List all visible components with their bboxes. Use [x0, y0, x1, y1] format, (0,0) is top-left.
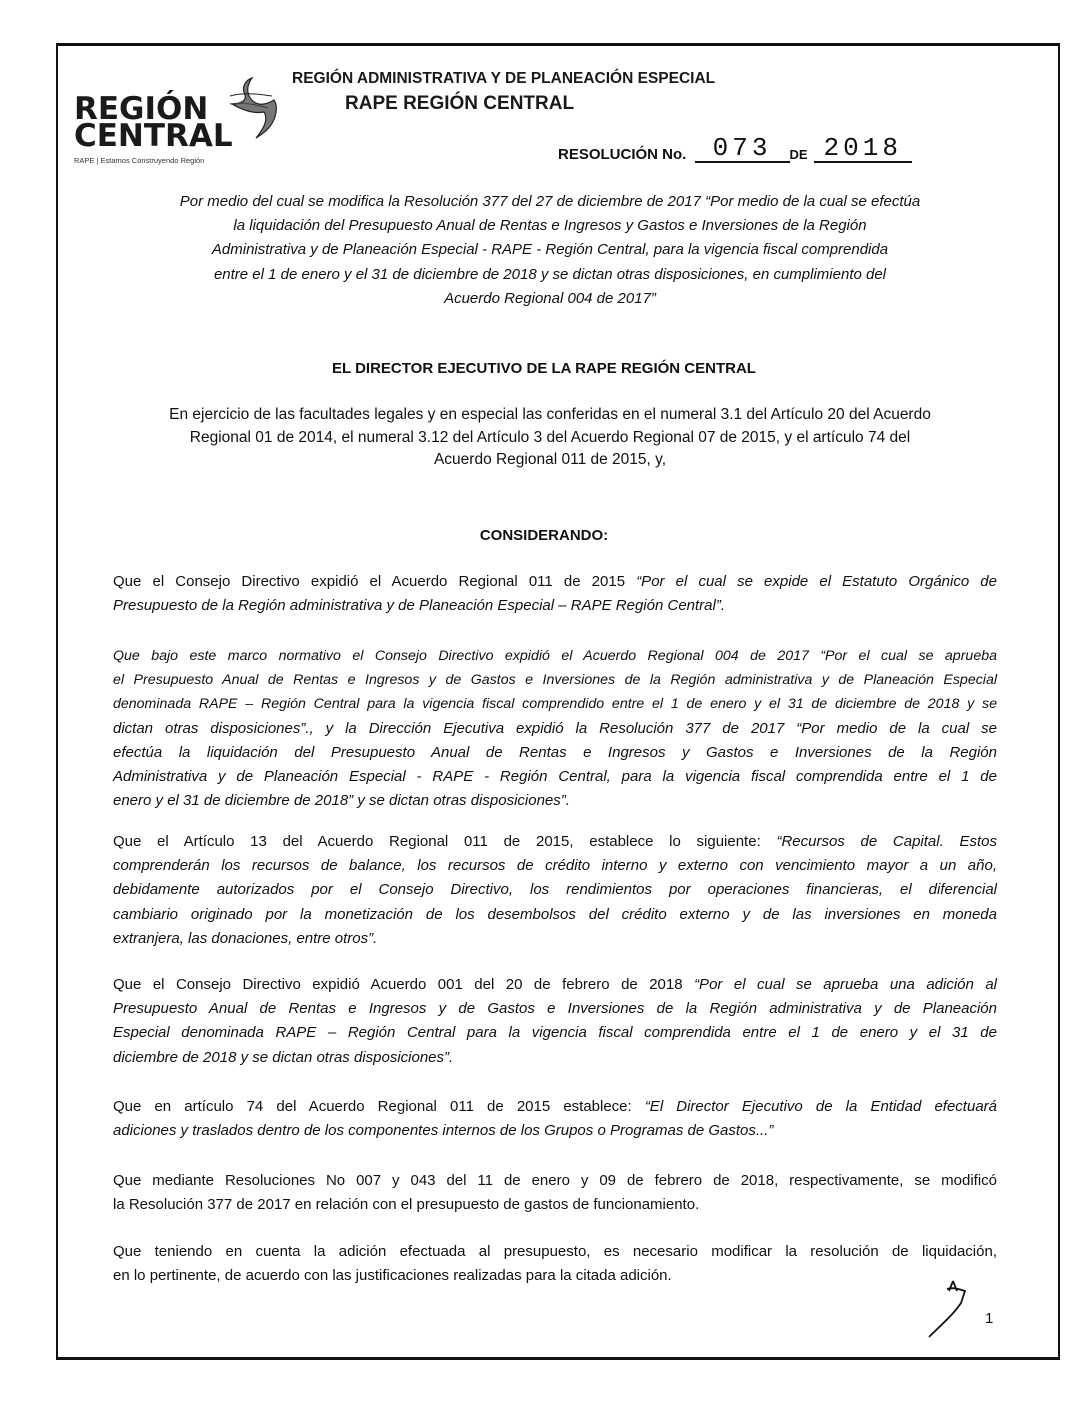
- considerando-paragraph-3: [113, 830, 997, 951]
- subject-line: Acuerdo Regional 004 de 2017”: [444, 289, 656, 307]
- subject-line: la liquidación del Presupuesto Anual de Rentas e Ingresos y Gastos e Inversiones de la Región: [233, 217, 867, 235]
- text-quote: enero y el 31 de diciembre de 2018” y se dictan otras disposiciones”.: [113, 792, 570, 810]
- considerando-paragraph-4: [113, 973, 997, 1070]
- powers-line: En ejercicio de las facultades legales y en especial las conferidas en el numeral 3.1 del Artículo 20 del Acuerdo: [169, 406, 931, 423]
- text-quote: Presupuesto de la Región administrativa y de Planeación Especial – RAPE Región Central”.: [113, 597, 726, 615]
- subject-line: Por medio del cual se modifica la Resolución 377 del 27 de diciembre de 2017 “Por medio de la cual se efectúa: [179, 193, 921, 210]
- text-quote: denominada RAPE – Región Central para la vigencia fiscal comprendido entre el 1 de enero y el 31 de diciembre de 2018 y se: [113, 696, 997, 713]
- text-quote: “Por el cual se expide el Estatuto Orgánico de: [636, 573, 997, 590]
- text-quote: extranjera, las donaciones, entre otros”.: [113, 929, 378, 947]
- organization-name: REGIÓN ADMINISTRATIVA Y DE PLANEACIÓN ESPECIAL: [292, 70, 716, 87]
- text-quote: “Por el cual se aprueba una adición al: [694, 976, 997, 993]
- powers-line: Regional 01 de 2014, el numeral 3.12 del Artículo 3 del Acuerdo Regional 07 de 2015, y el artículo 74 del: [189, 428, 911, 446]
- text-quote: adiciones y traslados dentro de los componentes internos de los Grupos o Programas de Gastos...”: [113, 1122, 774, 1140]
- initials-signature-icon: [925, 1275, 985, 1345]
- text-quote: dictan otras disposiciones”., y la Dirección Ejecutiva expidió la Resolución 377 de 2017 “Por medio de la cual se: [113, 719, 997, 737]
- logo-word-region: REGIÓN: [74, 91, 209, 127]
- resolution-de-label: DE: [789, 147, 808, 162]
- text-normal: Que mediante Resoluciones No 007 y 043 del 11 de enero y 09 de febrero de 2018, respectivamente, se modificó: [113, 1172, 997, 1189]
- considerando-paragraph-2: [113, 644, 997, 813]
- considerando-paragraph-5: [113, 1095, 997, 1143]
- resolution-subject: [110, 190, 990, 311]
- text-quote: Que bajo este marco normativo el Consejo Directivo expidió el Acuerdo Regional 004 de 2017 “Por el cual se aprueba: [113, 648, 997, 664]
- considerando-paragraph-6: [113, 1169, 997, 1217]
- region-map-icon: [224, 74, 284, 149]
- logo-word-central: CENTRAL: [74, 118, 233, 154]
- resolution-number-line: [558, 135, 912, 163]
- considerando-paragraph-1: [113, 570, 997, 618]
- issuer-title: EL DIRECTOR EJECUTIVO DE LA RAPE REGIÓN CENTRAL: [332, 360, 756, 377]
- page-number: 1: [985, 1310, 994, 1327]
- considerando-paragraph-7: [113, 1240, 997, 1288]
- subject-line: Administrativa y de Planeación Especial - RAPE - Región Central, para la vigencia fiscal comprendida: [211, 241, 889, 259]
- text-normal: Que el Consejo Directivo expidió el Acuerdo Regional 011 de 2015: [113, 573, 637, 590]
- text-normal: Que el Artículo 13 del Acuerdo Regional 011 de 2015, establece lo siguiente:: [113, 833, 777, 850]
- resolution-label: RESOLUCIÓN No.: [558, 146, 687, 163]
- text-quote: el Presupuesto Anual de Rentas e Ingresos y de Gastos e Inversiones de la Región administrativa y de Planeación Especial: [113, 672, 997, 689]
- text-quote: “Recursos de Capital. Estos: [776, 833, 997, 850]
- text-normal: Que en artículo 74 del Acuerdo Regional 011 de 2015 establece:: [113, 1098, 645, 1115]
- subject-line: entre el 1 de enero y el 31 de diciembre de 2018 y se dictan otras disposiciones, en cumplimiento del: [213, 265, 887, 283]
- text-quote: debidamente autorizados por el Consejo Directivo, los rendimientos por operaciones financieras, el diferencial: [113, 881, 997, 899]
- text-quote: “El Director Ejecutivo de la Entidad efectuará: [644, 1098, 997, 1115]
- text-quote: cambiario originado por la monetización de los desembolsos del crédito externo y de las inversiones en moneda: [113, 905, 997, 923]
- text-normal: la Resolución 377 de 2017 en relación con el presupuesto de gastos de funcionamiento.: [113, 1196, 700, 1214]
- organization-short-name: RAPE REGIÓN CENTRAL: [345, 93, 575, 114]
- text-normal: en lo pertinente, de acuerdo con las justificaciones realizadas para la citada adición.: [113, 1267, 672, 1285]
- powers-line: Acuerdo Regional 011 de 2015, y,: [433, 451, 667, 468]
- region-central-logo: [74, 84, 274, 174]
- resolution-number: 073: [695, 135, 790, 163]
- text-quote: diciembre de 2018 y se dictan otras disposiciones”.: [113, 1048, 454, 1066]
- resolution-year: 2018: [814, 135, 912, 163]
- text-normal: Que el Consejo Directivo expidió Acuerdo 001 del 20 de febrero de 2018: [113, 976, 695, 993]
- text-quote: Administrativa y de Planeación Especial - RAPE - Región Central, para la vigencia fiscal comprendida entre el 1 de: [113, 768, 997, 786]
- text-quote: comprenderán los recursos de balance, los recursos de crédito interno y externo con vencimiento mayor a un año,: [113, 857, 997, 875]
- text-normal: Que teniendo en cuenta la adición efectuada al presupuesto, es necesario modificar la resolución de liquidación,: [113, 1243, 997, 1260]
- considerando-heading: CONSIDERANDO:: [479, 527, 609, 544]
- text-quote: Presupuesto Anual de Rentas e Ingresos y de Gastos e Inversiones de la Región administrativa y de Planeación: [113, 1000, 997, 1018]
- text-quote: Especial denominada RAPE – Región Central para la vigencia fiscal comprendida entre el 1 de enero y el 31 de: [113, 1024, 997, 1042]
- legal-powers-paragraph: [108, 404, 992, 472]
- logo-tagline: RAPE | Estamos Construyendo Región: [74, 156, 205, 165]
- text-quote: efectúa la liquidación del Presupuesto Anual de Rentas e Ingresos y Gastos e Inversiones de la Región: [113, 743, 997, 761]
